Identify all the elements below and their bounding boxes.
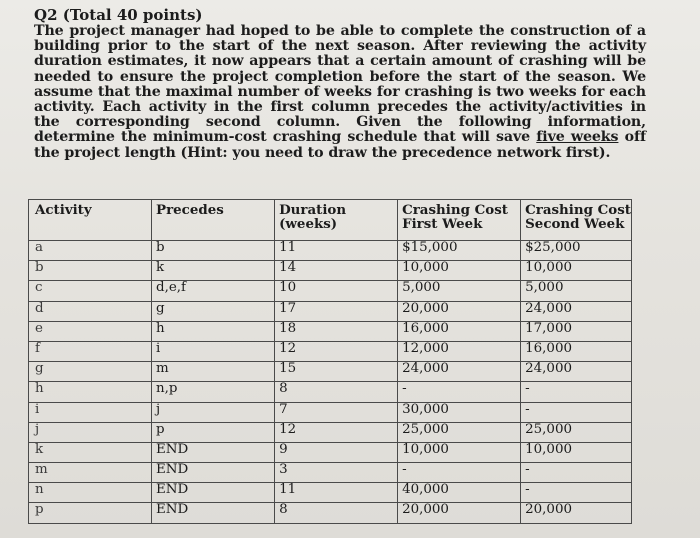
cell-crash-first-week: 10,000 bbox=[398, 442, 521, 462]
table-row bbox=[29, 402, 632, 422]
question-emphasis: five weeks bbox=[536, 129, 619, 146]
table-row bbox=[29, 241, 632, 261]
cell-duration: 8 bbox=[275, 503, 398, 523]
cell-precedes: k bbox=[152, 261, 275, 281]
table-row bbox=[29, 301, 632, 321]
cell-duration: 11 bbox=[275, 483, 398, 503]
cell-crash-second-week: - bbox=[521, 402, 632, 422]
cell-duration: 11 bbox=[275, 241, 398, 261]
cell-crash-second-week: 10,000 bbox=[521, 261, 632, 281]
header-second-line1: Crashing Cost bbox=[525, 202, 631, 218]
cell-activity: k bbox=[29, 442, 152, 462]
activity-table bbox=[28, 199, 632, 524]
cell-crash-first-week: - bbox=[398, 463, 521, 483]
cell-crash-second-week: 24,000 bbox=[521, 301, 632, 321]
cell-crash-first-week: 40,000 bbox=[398, 483, 521, 503]
cell-activity: g bbox=[29, 362, 152, 382]
header-duration-line1: Duration bbox=[279, 202, 347, 218]
cell-precedes: END bbox=[152, 463, 275, 483]
cell-activity: a bbox=[29, 241, 152, 261]
table-row bbox=[29, 382, 632, 402]
cell-precedes: j bbox=[152, 402, 275, 422]
cell-crash-first-week: 5,000 bbox=[398, 281, 521, 301]
cell-crash-second-week: 5,000 bbox=[521, 281, 632, 301]
cell-duration: 9 bbox=[275, 442, 398, 462]
question-text-before: The project manager had hoped to be able to complete the construction of a building prior to the start of the next season. After reviewing the activity duration estimates, it now appears that a certain amount of crashing will be needed to ensure the project completion before the start of the season. We assume that the maximal number of weeks for crashing is two weeks for each activity. Each activity in the first column precedes the activity/activities in the corresponding second column. Given the following information, determine the minimum-cost crashing schedule that will save bbox=[34, 23, 646, 146]
cell-activity: j bbox=[29, 422, 152, 442]
cell-crash-first-week: 20,000 bbox=[398, 503, 521, 523]
question-text bbox=[34, 24, 646, 161]
cell-activity: n bbox=[29, 483, 152, 503]
table-body bbox=[29, 241, 632, 524]
table-row bbox=[29, 261, 632, 281]
table-row bbox=[29, 463, 632, 483]
cell-precedes: m bbox=[152, 362, 275, 382]
cell-duration: 8 bbox=[275, 382, 398, 402]
cell-crash-second-week: 25,000 bbox=[521, 422, 632, 442]
cell-precedes: b bbox=[152, 241, 275, 261]
table-header-row bbox=[29, 200, 632, 241]
cell-precedes: END bbox=[152, 442, 275, 462]
header-duration-line2: (weeks) bbox=[279, 216, 338, 232]
cell-crash-first-week: 30,000 bbox=[398, 402, 521, 422]
table-row bbox=[29, 321, 632, 341]
cell-crash-second-week: 24,000 bbox=[521, 362, 632, 382]
cell-duration: 3 bbox=[275, 463, 398, 483]
table-row bbox=[29, 341, 632, 361]
cell-crash-second-week: 17,000 bbox=[521, 321, 632, 341]
cell-duration: 12 bbox=[275, 341, 398, 361]
cell-crash-second-week: 20,000 bbox=[521, 503, 632, 523]
cell-precedes: h bbox=[152, 321, 275, 341]
table-row bbox=[29, 362, 632, 382]
cell-duration: 18 bbox=[275, 321, 398, 341]
table-row bbox=[29, 422, 632, 442]
cell-duration: 7 bbox=[275, 402, 398, 422]
cell-precedes: END bbox=[152, 483, 275, 503]
cell-duration: 12 bbox=[275, 422, 398, 442]
cell-crash-first-week: 24,000 bbox=[398, 362, 521, 382]
header-crashing-first bbox=[398, 200, 521, 241]
header-first-line2: First Week bbox=[402, 216, 483, 232]
table-row bbox=[29, 483, 632, 503]
cell-precedes: n,p bbox=[152, 382, 275, 402]
header-duration bbox=[275, 200, 398, 241]
cell-activity: h bbox=[29, 382, 152, 402]
cell-activity: f bbox=[29, 341, 152, 361]
cell-crash-first-week: $15,000 bbox=[398, 241, 521, 261]
question-heading: Q2 (Total 40 points) bbox=[34, 6, 203, 24]
cell-crash-second-week: - bbox=[521, 382, 632, 402]
cell-activity: i bbox=[29, 402, 152, 422]
cell-crash-first-week: 16,000 bbox=[398, 321, 521, 341]
cell-crash-second-week: - bbox=[521, 483, 632, 503]
cell-crash-first-week: 10,000 bbox=[398, 261, 521, 281]
cell-precedes: i bbox=[152, 341, 275, 361]
cell-crash-first-week: 20,000 bbox=[398, 301, 521, 321]
header-activity: Activity bbox=[29, 200, 152, 241]
cell-crash-second-week: - bbox=[521, 463, 632, 483]
cell-activity: p bbox=[29, 503, 152, 523]
cell-precedes: END bbox=[152, 503, 275, 523]
cell-activity: b bbox=[29, 261, 152, 281]
cell-crash-first-week: 25,000 bbox=[398, 422, 521, 442]
cell-activity: d bbox=[29, 301, 152, 321]
cell-duration: 10 bbox=[275, 281, 398, 301]
cell-crash-second-week: 16,000 bbox=[521, 341, 632, 361]
question-text-after: off the project length (Hint: you need to draw the precedence network first). bbox=[34, 129, 647, 161]
cell-activity: c bbox=[29, 281, 152, 301]
table-row bbox=[29, 442, 632, 462]
cell-crash-second-week: 10,000 bbox=[521, 442, 632, 462]
cell-precedes: g bbox=[152, 301, 275, 321]
cell-duration: 14 bbox=[275, 261, 398, 281]
cell-crash-first-week: - bbox=[398, 382, 521, 402]
cell-precedes: p bbox=[152, 422, 275, 442]
table-row bbox=[29, 281, 632, 301]
cell-crash-second-week: $25,000 bbox=[521, 241, 632, 261]
table-row bbox=[29, 503, 632, 523]
cell-duration: 15 bbox=[275, 362, 398, 382]
cell-activity: m bbox=[29, 463, 152, 483]
cell-activity: e bbox=[29, 321, 152, 341]
header-second-line2: Second Week bbox=[525, 216, 625, 232]
cell-duration: 17 bbox=[275, 301, 398, 321]
header-precedes: Precedes bbox=[152, 200, 275, 241]
header-first-line1: Crashing Cost bbox=[402, 202, 508, 218]
cell-precedes: d,e,f bbox=[152, 281, 275, 301]
header-crashing-second bbox=[521, 200, 632, 241]
cell-crash-first-week: 12,000 bbox=[398, 341, 521, 361]
